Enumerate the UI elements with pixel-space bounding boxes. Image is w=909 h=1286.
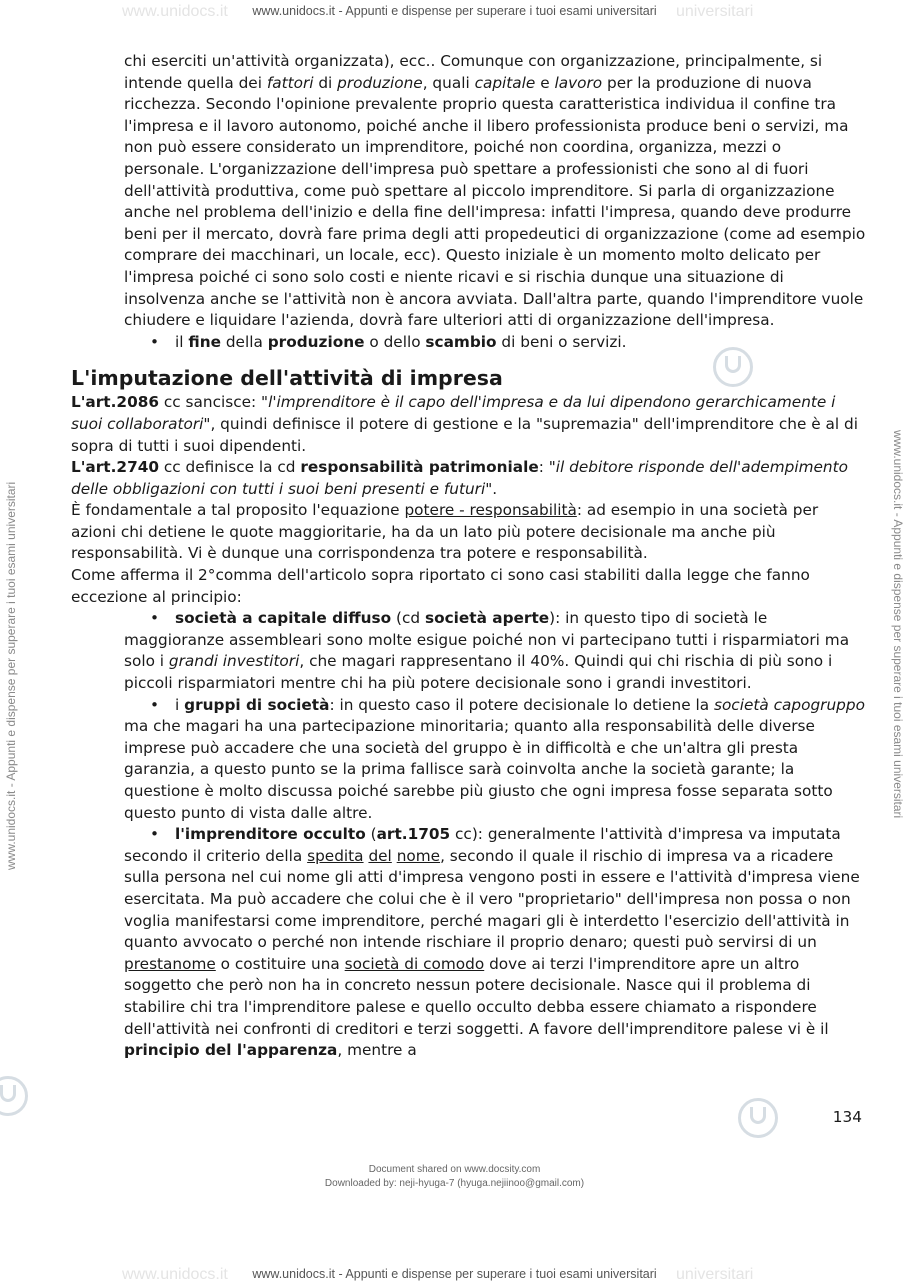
unidocs-logo-icon [738, 1098, 778, 1138]
list-item: • l'imprenditore occulto (art.1705 cc): generalmente l'attività d'impresa va imputata secondo il criterio della spedita del nome, secondo il quale il rischio di impresa va a ricadere sulla persona nel cui nome gli atti d'impresa vengono posti in essere e l'attività d'impresa viene esercitata. Ma può accadere che colui che è il vero "proprietario" dell'impresa non possa o non voglia manifestarsi come imprenditore, perché magari gli è interdetto l'esercizio dell'attività in quanto avvocato o perché non intende rischiare il proprio denaro; questi può servirsi di un prestanome o costituire una società di comodo dove ai terzi l'imprenditore apre un altro soggetto che però non ha in concreto nessun potere decisionale. Nasce qui il problema di stabilire chi tra l'imprenditore palese e quello occulto debba essere chiamato a rispondere dell'attività nei confronti di creditori e terzi soggetti. A favore dell'imprenditore palese vi è il principio del l'apparenza, mentre a [124, 825, 860, 1060]
side-watermark-right: www.unidocs.it - Appunti e dispense per superare i tuoi esami universitari [891, 430, 905, 819]
list-item: • il fine della produzione o dello scambio di beni o servizi. [150, 332, 627, 351]
exception-intro: Come afferma il 2°comma dell'articolo sopra riportato ci sono casi stabiliti dalla legge che fanno eccezione al principio: [71, 566, 810, 606]
art2740-paragraph: L'art.2740 cc definisce la cd responsabilità patrimoniale: "il debitore risponde dell'adempimento delle obbligazioni con tutti i suoi beni presenti e futuri". [71, 458, 848, 498]
footer-shared-line: Document shared on www.docsity.com [368, 1164, 541, 1175]
footer-downloaded-line: Downloaded by: neji-hyuga-7 (hyuga.nejiinoo@gmail.com) [324, 1178, 585, 1189]
exception-list [71, 608, 866, 1061]
equation-paragraph: È fondamentale a tal proposito l'equazione potere - responsabilità: ad esempio in una società per azioni chi detiene le quote maggioritarie, ha da un lato più potere decisionale ma anche più responsabilità. Vi è dunque una corrispondenza tra potere e responsabilità. [71, 501, 819, 563]
page-number: 134 [832, 1108, 862, 1126]
list-item: • società a capitale diffuso (cd società aperte): in questo tipo di società le maggioranze assembleari sono molte esigue poiché non vi partecipano tutti i risparmiatori ma solo i grandi investitori, che magari rappresentano il 40%. Quindi qui chi rischia di più sono i piccoli risparmiatori mentre chi ha più potere decisionale sono i grandi investitori. [124, 609, 850, 693]
list-item: • i gruppi di società: in questo caso il potere decisionale lo detiene la società capogruppo ma che magari ha una partecipazione minoritaria; quanto alla responsabilità delle diverse imprese può accadere che una società del gruppo è in difficoltà e che un'altra gli presta garanzia, a questo punto se la prima fallisce sarà coinvolta anche la società garante; la questione è molto discussa poiché sarebbe più giusto che ogni impresa fosse separata sotto questo punto di vista dalle altre. [124, 695, 865, 822]
side-watermark-left: www.unidocs.it - Appunti e dispense per superare i tuoi esami universitari [4, 481, 18, 870]
top-watermark: www.unidocs.it - Appunti e dispense per superare i tuoi esami universitari [252, 4, 657, 18]
unidocs-logo-icon [0, 1076, 28, 1116]
ghost-watermark-bottom-right: universitari [676, 1266, 754, 1283]
document-body [71, 51, 866, 1062]
bottom-watermark: www.unidocs.it - Appunti e dispense per superare i tuoi esami universitari [252, 1267, 657, 1281]
ghost-watermark-right: universitari [676, 3, 754, 20]
section-heading: L'imputazione dell'attività di impresa [71, 366, 503, 391]
bullet-list-fine [71, 332, 866, 354]
ghost-watermark-bottom-left: www.unidocs.it [122, 1266, 228, 1283]
art2086-paragraph: L'art.2086 cc sancisce: "l'imprenditore è il capo dell'impresa e da lui dipendono gerarchicamente i suoi collaboratori", quindi definisce il potere di gestione e la "supremazia" dell'imprenditore che è al di sopra di tutti i suoi dipendenti. [71, 393, 858, 455]
intro-paragraph: chi eserciti un'attività organizzata), ecc.. Comunque con organizzazione, principalmente, si intende quella dei fattori di produzione, quali capitale e lavoro per la produzione di nuova ricchezza. Secondo l'opinione prevalente proprio questa caratteristica individua il confine tra l'impresa e il lavoro autonomo, poiché anche il libero professionista produce beni o servizi, ma non può essere considerato un imprenditore, poiché non coordina, organizza, mezzi o personale. L'organizzazione dell'impresa può spettare a professionisti che sono al di fuori dell'attività produttiva, come può spettare al piccolo imprenditore. Si parla di organizzazione anche nel problema dell'inizio e della fine dell'impresa: infatti l'impresa, quando deve produrre beni per il mercato, dovrà fare prima degli atti propedeutici di organizzazione (come ad esempio comprare dei macchinari, un locale, ecc). Questo iniziale è un momento molto delicato per l'impresa poiché ci sono solo costi e niente ricavi e si rischia dunque una situazione di insolvenza anche se l'attività non è ancora avviata. Dall'altra parte, quando l'imprenditore vuole chiudere e liquidare l'azienda, dovrà fare ulteriori atti di organizzazione dell'impresa. [124, 52, 866, 330]
page-footer [0, 1163, 909, 1191]
ghost-watermark-left: www.unidocs.it [122, 3, 228, 20]
